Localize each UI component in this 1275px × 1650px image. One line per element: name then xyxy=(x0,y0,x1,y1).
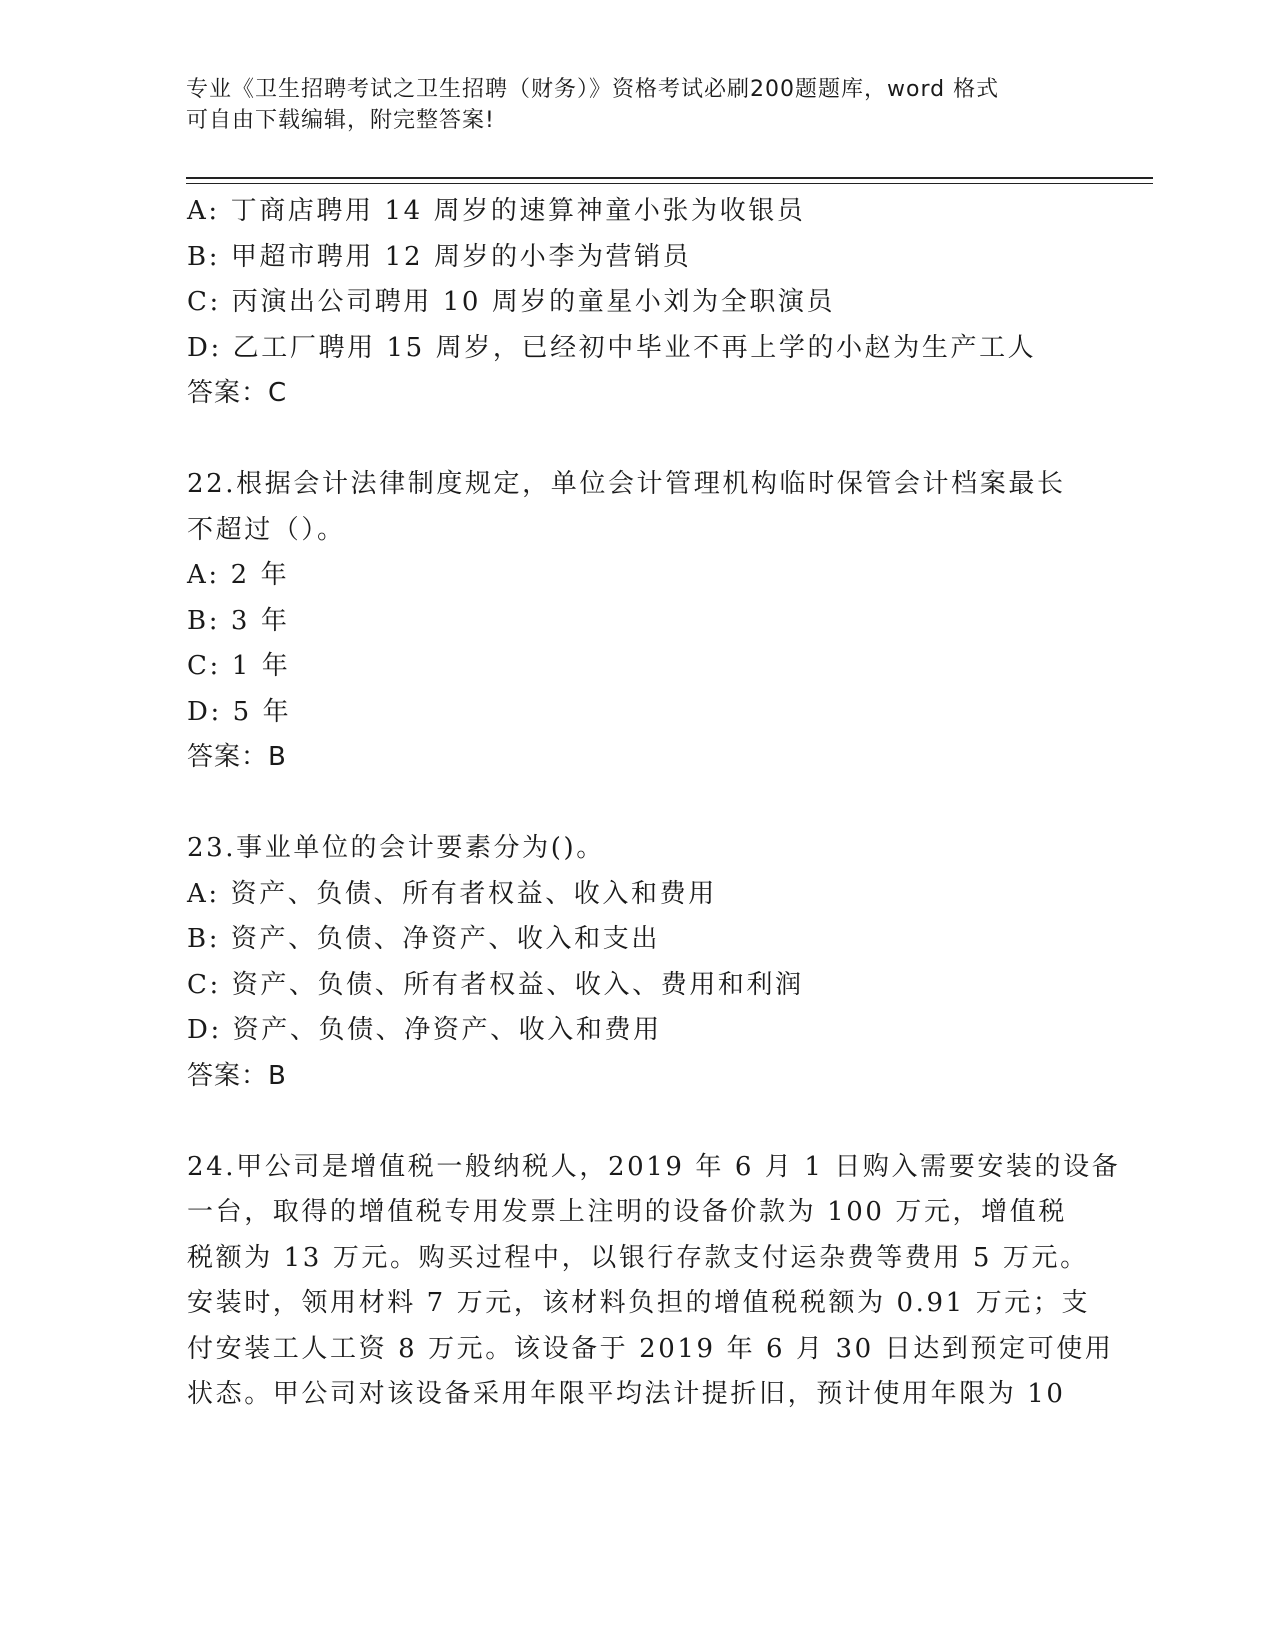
question-stem-line: 22.根据会计法律制度规定，单位会计管理机构临时保管会计档案最长 xyxy=(187,469,1066,499)
header-line-1: 专业《卫生招聘考试之卫生招聘（财务）》资格考试必刷200题题库，word 格式 xyxy=(186,77,1000,102)
question-stem-line: 安装时，领用材料 7 万元，该材料负担的增值税税额为 0.91 万元；支 xyxy=(187,1288,1091,1318)
option-c: C: 1 年 xyxy=(187,651,291,681)
question-spacer xyxy=(187,1099,1087,1145)
header-line-2: 可自由下载编辑，附完整答案! xyxy=(186,108,495,133)
option-d: D: 资产、负债、净资产、收入和费用 xyxy=(187,1015,662,1045)
document-header xyxy=(186,74,1066,136)
option-a: A: 资产、负债、所有者权益、收入和费用 xyxy=(187,878,717,909)
option-a: A: 2 年 xyxy=(187,560,290,590)
question-stem-line: 不超过（）。 xyxy=(187,514,346,545)
question-21 xyxy=(187,189,1087,417)
question-stem-line: 24.甲公司是增值税一般纳税人，2019 年 6 月 1 日购入需要安装的设备 xyxy=(187,1151,1121,1182)
answer-line: 答案：B xyxy=(187,742,287,772)
question-22 xyxy=(187,462,1087,781)
answer-line: 答案：C xyxy=(187,378,288,408)
question-stem-line: 付安装工人工资 8 万元。该设备于 2019 年 6 月 30 日达到预定可使用 xyxy=(187,1333,1114,1364)
question-stem-line: 23.事业单位的会计要素分为()。 xyxy=(187,833,605,863)
option-c: C: 丙演出公司聘用 10 周岁的童星小刘为全职演员 xyxy=(187,287,836,317)
question-23 xyxy=(187,826,1087,1099)
question-spacer xyxy=(187,781,1087,827)
header-divider-thin xyxy=(186,183,1153,184)
question-stem-line: 一台，取得的增值税专用发票上注明的设备价款为 100 万元，增值税 xyxy=(187,1197,1067,1227)
header-divider-thick xyxy=(186,177,1153,179)
question-content xyxy=(187,189,1121,1418)
question-stem-line: 状态。甲公司对该设备采用年限平均法计提折旧，预计使用年限为 10 xyxy=(187,1379,1066,1409)
answer-line: 答案：B xyxy=(187,1060,287,1091)
option-d: D: 5 年 xyxy=(187,696,292,727)
question-spacer xyxy=(187,417,1087,463)
option-b: B: 甲超市聘用 12 周岁的小李为营销员 xyxy=(187,241,692,272)
option-a: A: 丁商店聘用 14 周岁的速算神童小张为收银员 xyxy=(187,196,806,226)
option-d: D: 乙工厂聘用 15 周岁，已经初中毕业不再上学的小赵为生产工人 xyxy=(187,332,1037,363)
question-24 xyxy=(187,1145,1121,1418)
option-b: B: 3 年 xyxy=(187,605,290,636)
question-stem-line: 税额为 13 万元。购买过程中，以银行存款支付运杂费等费用 5 万元。 xyxy=(187,1242,1089,1273)
option-c: C: 资产、负债、所有者权益、收入、费用和利润 xyxy=(187,969,804,1000)
option-b: B: 资产、负债、净资产、收入和支出 xyxy=(187,924,660,954)
